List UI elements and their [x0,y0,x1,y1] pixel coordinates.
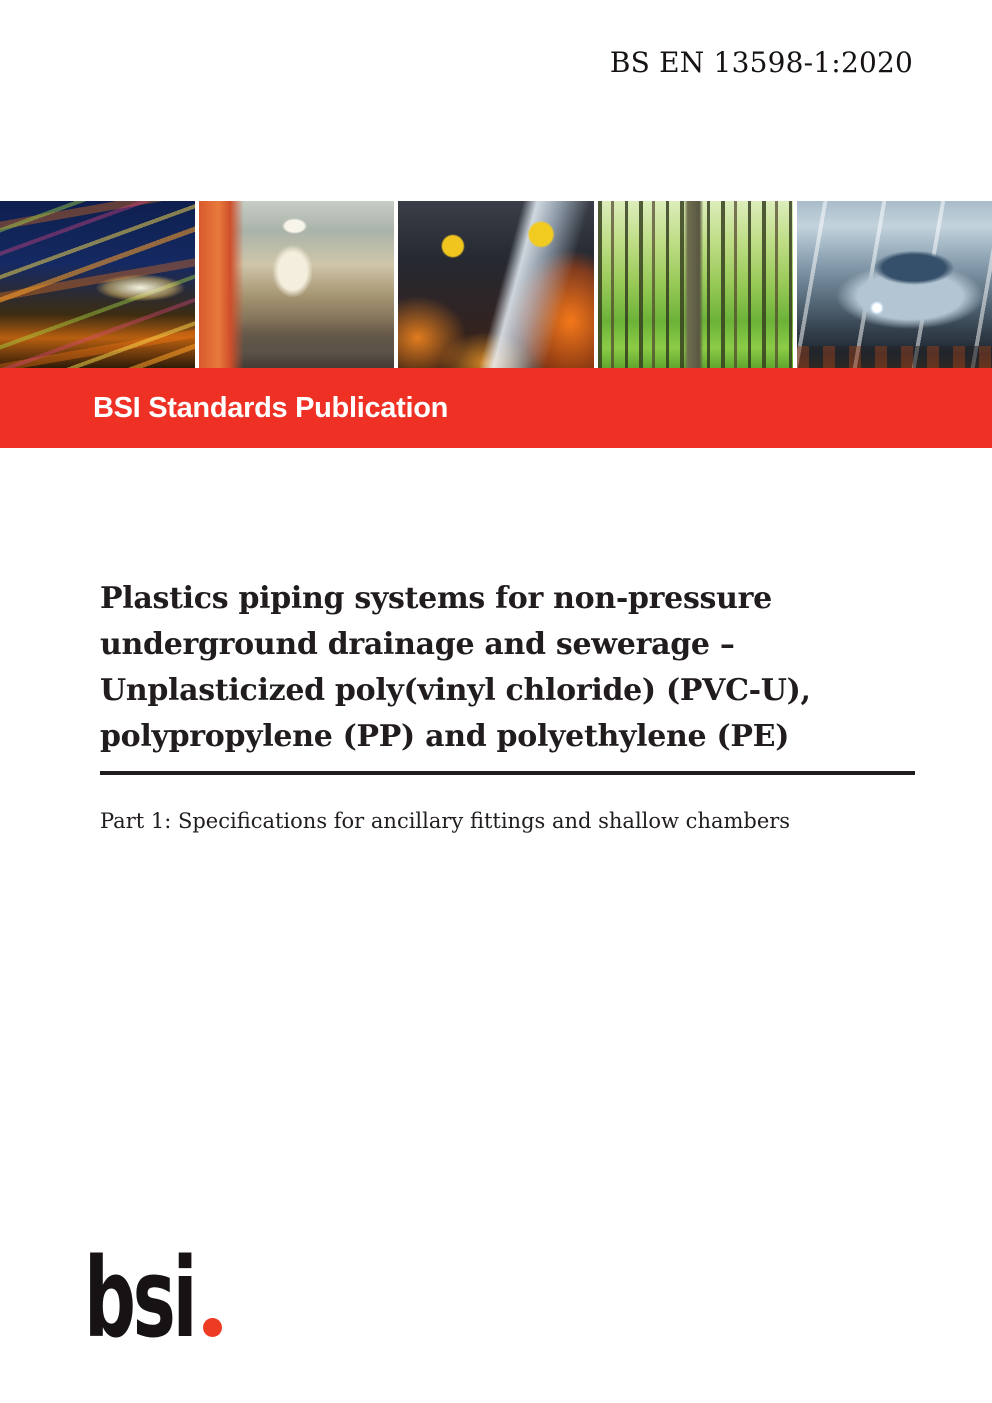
bsi-logo-text: bsi [84,1234,195,1362]
standard-title [100,576,915,760]
banner-title: BSI Standards Publication [93,391,449,424]
bsi-logo [84,1234,222,1362]
photo-strip [0,201,992,368]
title-line-1: Plastics piping systems for non-pressure [100,581,772,616]
photo-car-assembly-line [797,201,992,368]
photo-warehouse-worker [199,201,394,368]
title-line-2: underground drainage and sewerage – [100,627,735,662]
document-number: BS EN 13598-1:2020 [609,46,913,79]
photo-firefighters [398,201,593,368]
photo-night-traffic-light-trails [0,201,195,368]
part-subtitle: Part 1: Specifications for ancillary fittings and shallow chambers [100,809,791,833]
title-divider-rule [100,771,915,775]
title-line-4: polypropylene (PP) and polyethylene (PE) [100,719,790,754]
publication-banner [0,368,992,448]
bsi-logo-dot-icon [203,1318,222,1337]
photo-forest-trees [598,201,793,368]
title-line-3: Unplasticized poly(vinyl chloride) (PVC-U), [100,673,811,708]
